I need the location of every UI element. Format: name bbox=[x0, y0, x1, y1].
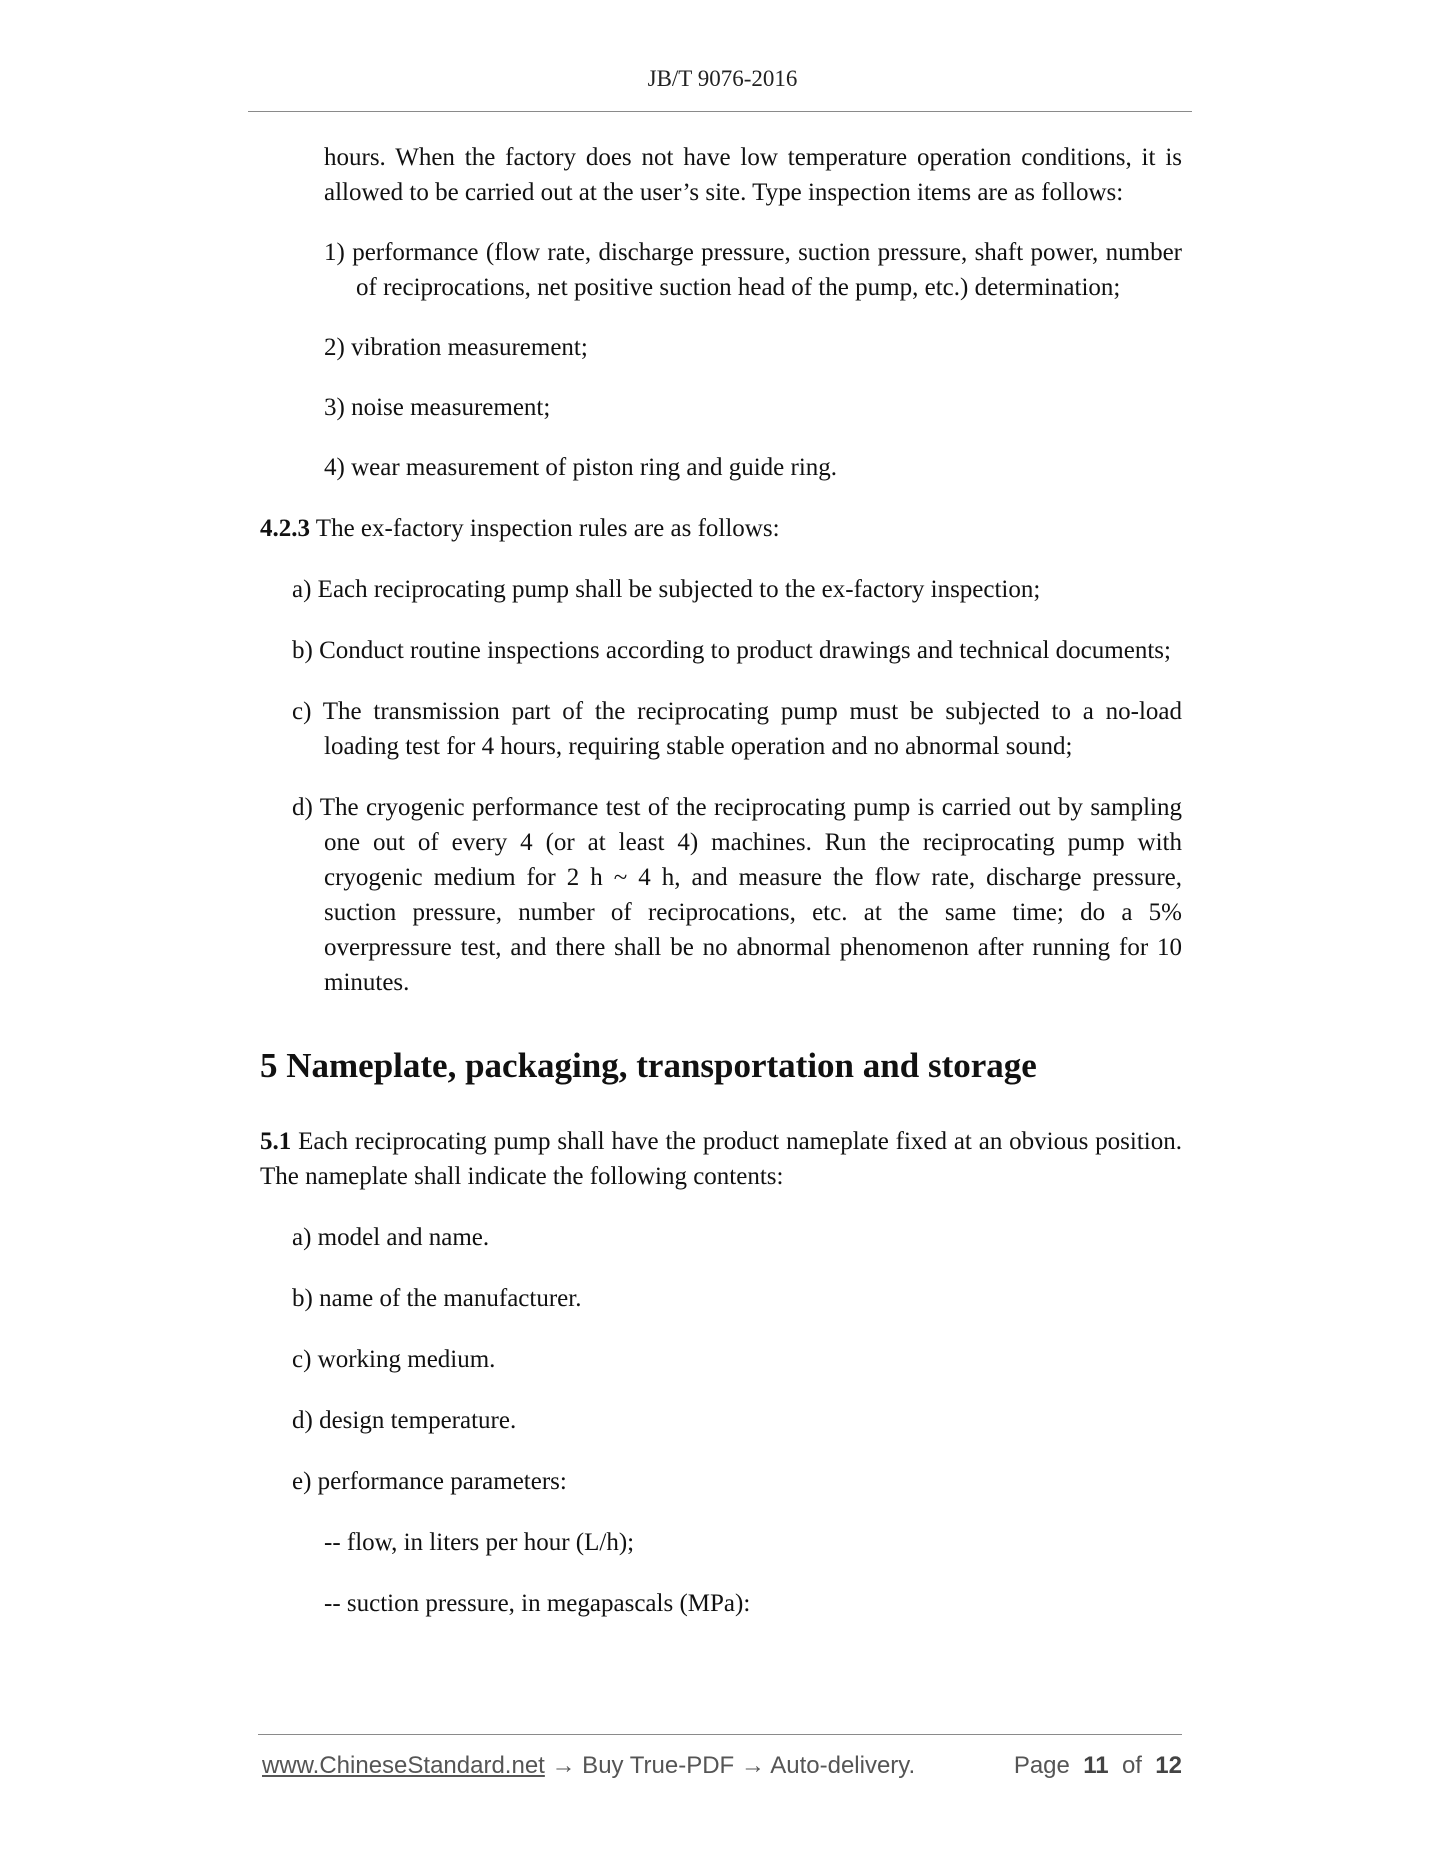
section-5-heading: 5 Nameplate, packaging, transportation and storage bbox=[260, 1046, 1037, 1085]
footer-divider bbox=[258, 1734, 1182, 1735]
document-body bbox=[260, 140, 1182, 1621]
type-item-2: 2) vibration measurement; bbox=[324, 334, 588, 361]
performance-subitem-suction: -- suction pressure, in megapascals (MPa): bbox=[324, 1590, 751, 1617]
footer-promo-text: → Buy True-PDF → Auto-delivery. bbox=[544, 1752, 916, 1779]
clause-4-2-3 bbox=[260, 511, 1182, 546]
header-divider bbox=[248, 111, 1192, 112]
performance-subitem-flow: -- flow, in liters per hour (L/h); bbox=[324, 1529, 635, 1556]
nameplate-item-c: c) working medium. bbox=[292, 1346, 496, 1373]
footer-promo bbox=[262, 1752, 915, 1780]
page-total: 12 bbox=[1155, 1752, 1182, 1779]
of-label: of bbox=[1121, 1752, 1142, 1779]
clause-5-1-text: Each reciprocating pump shall have the product nameplate fixed at an obvious position. The nameplate shall indicate the following contents: bbox=[260, 1128, 1182, 1190]
exfactory-item-a: a) Each reciprocating pump shall be subjected to the ex-factory inspection; bbox=[292, 576, 1041, 603]
page-current: 11 bbox=[1083, 1752, 1109, 1779]
exfactory-item-d: d) The cryogenic performance test of the reciprocating pump is carried out by sampling one out of every 4 (or at least 4) machines. Run the reciprocating pump with cryogenic medium for 2 h ~ 4 h, and measure the flow rate, discharge pressure, suction pressure, number of reciprocations, etc. at the same time; do a 5% overpressure test, and there shall be no abnormal phenomenon after running for 10 minutes. bbox=[292, 794, 1182, 996]
nameplate-item-e: e) performance parameters: bbox=[292, 1468, 567, 1495]
type-item-4: 4) wear measurement of piston ring and guide ring. bbox=[324, 454, 838, 481]
clause-4-2-3-number: 4.2.3 bbox=[260, 515, 310, 542]
intro-paragraph: hours. When the factory does not have low temperature operation conditions, it is allowed to be carried out at the user’s site. Type inspection items are as follows: bbox=[324, 144, 1182, 206]
exfactory-item-b: b) Conduct routine inspections according to product drawings and technical documents; bbox=[292, 637, 1171, 664]
page-label: Page bbox=[1013, 1752, 1070, 1779]
clause-4-2-3-text: The ex-factory inspection rules are as follows: bbox=[310, 515, 780, 542]
clause-5-1 bbox=[260, 1124, 1182, 1194]
clause-5-1-number: 5.1 bbox=[260, 1128, 292, 1155]
nameplate-item-a: a) model and name. bbox=[292, 1224, 490, 1251]
chinesestandard-link[interactable]: www.ChineseStandard.net bbox=[262, 1752, 545, 1779]
nameplate-item-d: d) design temperature. bbox=[292, 1407, 517, 1434]
page-footer bbox=[262, 1752, 1182, 1782]
type-item-3: 3) noise measurement; bbox=[324, 394, 551, 421]
page-number bbox=[1014, 1752, 1182, 1780]
page-header-title: JB/T 9076-2016 bbox=[647, 66, 798, 91]
exfactory-item-c: c) The transmission part of the reciprocating pump must be subjected to a no-load loading test for 4 hours, requiring stable operation and no abnormal sound; bbox=[292, 698, 1182, 760]
type-item-1: 1) performance (flow rate, discharge pressure, suction pressure, shaft power, number of reciprocations, net positive suction head of the pump, etc.) determination; bbox=[324, 239, 1182, 301]
nameplate-item-b: b) name of the manufacturer. bbox=[292, 1285, 582, 1312]
